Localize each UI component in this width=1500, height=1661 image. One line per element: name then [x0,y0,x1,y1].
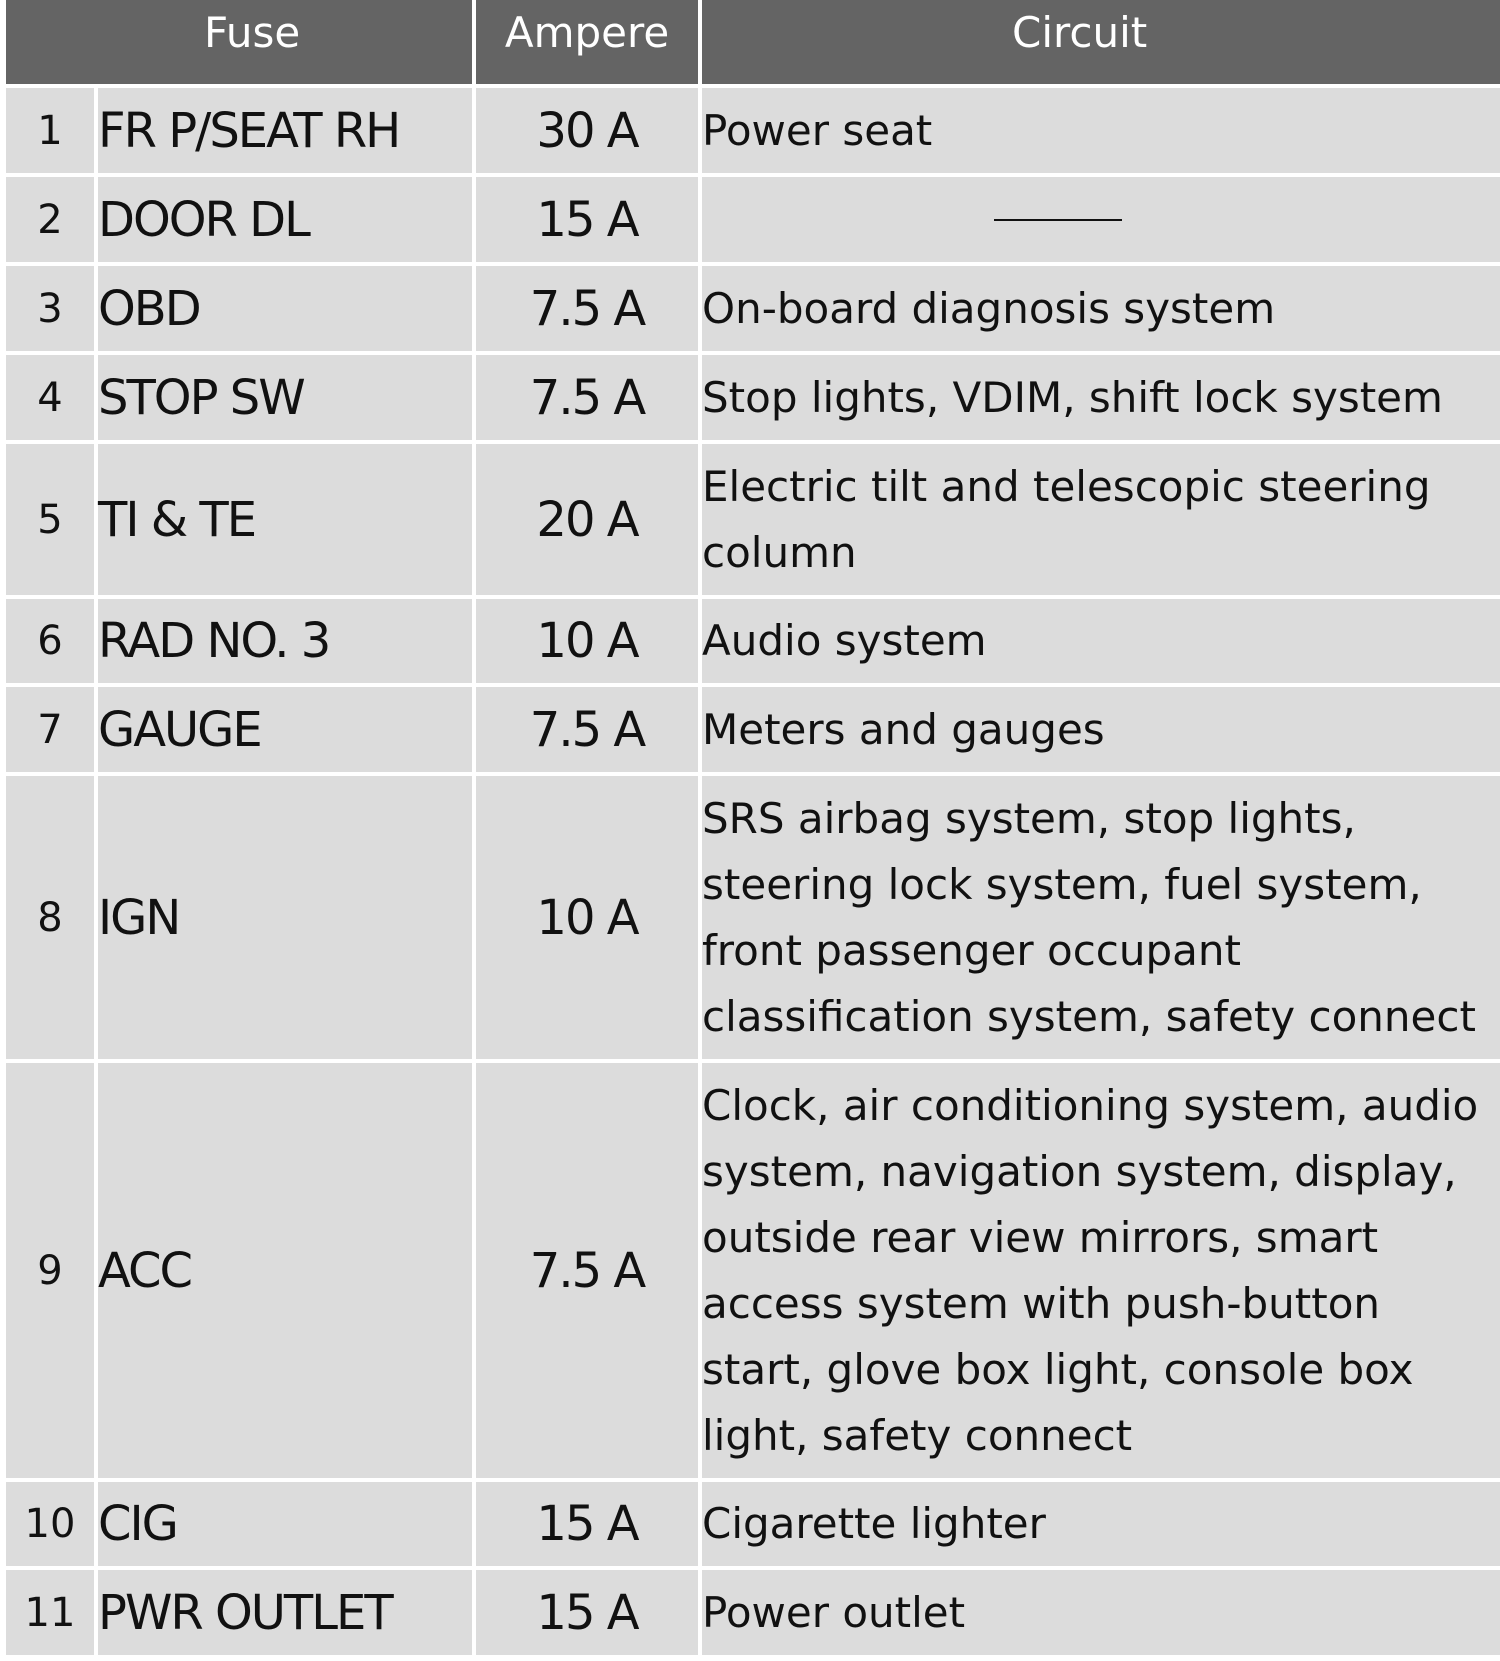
table-row [6,88,1500,177]
table-row [6,444,1500,599]
fuse-ampere: 10 A [476,776,702,1063]
fuse-number: 10 [6,1482,98,1570]
header-circuit: Circuit [702,0,1500,88]
table-row [6,266,1500,355]
table-row [6,1063,1500,1482]
fuse-number: 8 [6,776,98,1063]
fuse-ampere: 10 A [476,599,702,687]
fuse-ampere: 30 A [476,88,702,177]
fuse-number: 5 [6,444,98,599]
table-row [6,1570,1500,1659]
fuse-ampere: 7.5 A [476,687,702,776]
fuse-ampere: 15 A [476,1482,702,1570]
header-fuse: Fuse [6,0,476,88]
fuse-ampere: 7.5 A [476,266,702,355]
fuse-circuit: SRS airbag system, stop lights, steering lock system, fuel system, front passenger occupant classification system, safety connect [702,776,1500,1063]
table-row [6,177,1500,266]
header-ampere: Ampere [476,0,702,88]
fuse-ampere: 7.5 A [476,355,702,444]
fuse-number: 1 [6,88,98,177]
fuse-ampere: 20 A [476,444,702,599]
fuse-number: 4 [6,355,98,444]
header-row [6,0,1500,88]
fuse-ampere: 15 A [476,177,702,266]
fuse-circuit: Meters and gauges [702,687,1500,776]
fuse-table [6,0,1500,1659]
fuse-name: ACC [98,1063,476,1482]
empty-dash [994,219,1122,221]
fuse-name: GAUGE [98,687,476,776]
fuse-circuit: Electric tilt and telescopic steering column [702,444,1500,599]
fuse-name: RAD NO. 3 [98,599,476,687]
fuse-name: FR P/SEAT RH [98,88,476,177]
fuse-circuit: Power outlet [702,1570,1500,1659]
fuse-ampere: 15 A [476,1570,702,1659]
fuse-name: IGN [98,776,476,1063]
fuse-circuit: Clock, air conditioning system, audio system, navigation system, display, outside rear view mirrors, smart access system with push-button start, glove box light, console box light, safety connect [702,1063,1500,1482]
table-row [6,599,1500,687]
fuse-circuit-empty [702,177,1500,266]
fuse-name: CIG [98,1482,476,1570]
fuse-number: 6 [6,599,98,687]
fuse-circuit: On-board diagnosis system [702,266,1500,355]
table-row [6,687,1500,776]
table-row [6,355,1500,444]
fuse-name: STOP SW [98,355,476,444]
fuse-number: 11 [6,1570,98,1659]
table-header [6,0,1500,88]
fuse-name: PWR OUTLET [98,1570,476,1659]
fuse-name: OBD [98,266,476,355]
fuse-circuit: Cigarette lighter [702,1482,1500,1570]
fuse-circuit: Audio system [702,599,1500,687]
fuse-circuit: Power seat [702,88,1500,177]
fuse-ampere: 7.5 A [476,1063,702,1482]
table-row [6,1482,1500,1570]
table-row [6,776,1500,1063]
fuse-circuit: Stop lights, VDIM, shift lock system [702,355,1500,444]
fuse-name: DOOR DL [98,177,476,266]
fuse-number: 2 [6,177,98,266]
fuse-name: TI & TE [98,444,476,599]
fuse-number: 3 [6,266,98,355]
fuse-number: 7 [6,687,98,776]
fuse-number: 9 [6,1063,98,1482]
table-body [6,88,1500,1659]
